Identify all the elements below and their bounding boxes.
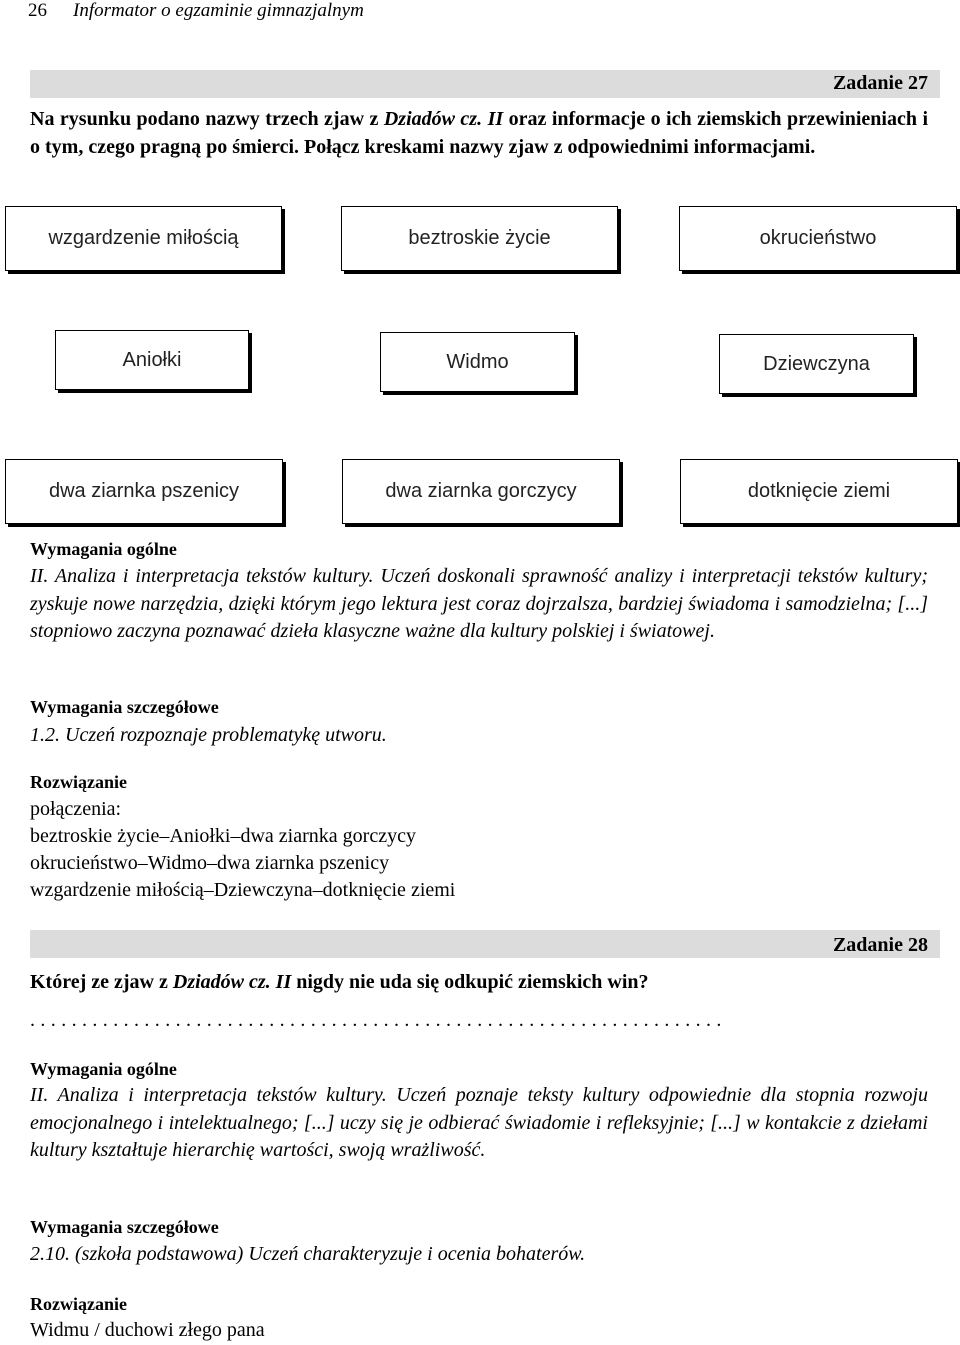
task-27-prompt: Na rysunku podano nazwy trzech zjaw z Dziadów cz. II oraz informacje o ich ziemskich przewinieniach i o tym, czego pragną po śmierci. Połącz kreskami nazwy zjaw z odpowiednimi informacjami. bbox=[30, 108, 928, 158]
task-27-detailed-text: 1.2. Uczeń rozpoznaje problematykę utworu. bbox=[30, 724, 387, 746]
task-28-general-text: II. Analiza i interpretacja tekstów kultury. Uczeń poznaje teksty kultury odpowiednie dla stopnia rozwoju emocjonalnego i intelektualnego; [...] uczy się je odbierać świadomie i refleksyjnie; [...] w kontakcie z dziełami kultury kształtuje hierarchię wartości, swoją wrażliwość. bbox=[30, 1084, 928, 1161]
fault-box-2[interactable]: beztroskie życie bbox=[341, 206, 618, 271]
task-27-solution-heading: Rozwiązanie bbox=[30, 772, 127, 792]
solution-line: okrucieństwo–Widmo–dwa ziarnka pszenicy bbox=[30, 852, 390, 874]
task-28-detailed-text: 2.10. (szkoła podstawowa) Uczeń charakteryzuje i ocenia bohaterów. bbox=[30, 1243, 586, 1265]
task-28-question: Której ze zjaw z Dziadów cz. II nigdy nie uda się odkupić ziemskich win? bbox=[30, 971, 649, 993]
page-number: 26 bbox=[28, 0, 47, 21]
task-28-solution-heading: Rozwiązanie bbox=[30, 1294, 127, 1314]
task-28-bar bbox=[30, 930, 940, 958]
solution-line: połączenia: bbox=[30, 798, 122, 820]
solution-line: beztroskie życie–Aniołki–dwa ziarnka gorczycy bbox=[30, 825, 416, 847]
answer-line[interactable]: ................................................................... bbox=[30, 1009, 727, 1031]
task-27-detailed-heading: Wymagania szczegółowe bbox=[30, 697, 219, 717]
task-27-bar bbox=[30, 70, 940, 98]
wish-box-3[interactable]: dotknięcie ziemi bbox=[680, 459, 958, 524]
page-header bbox=[28, 0, 364, 22]
task-27-general-text: II. Analiza i interpretacja tekstów kultury. Uczeń doskonali sprawność analizy i interpretacji tekstów kultury; zyskuje nowe narzędzia, dzięki którym jego lektura jest coraz dojrzalsza, bardziej świadoma i samodzielna; [...] stopniowo zaczyna poznawać dzieła klasyczne ważne dla kultury polskiej i światowej. bbox=[30, 565, 928, 642]
task-28-label: Zadanie 28 bbox=[832, 934, 928, 956]
task-27-general-heading: Wymagania ogólne bbox=[30, 539, 177, 559]
ghost-box-3[interactable]: Dziewczyna bbox=[719, 334, 914, 394]
wish-box-1[interactable]: dwa ziarnka pszenicy bbox=[5, 459, 283, 524]
wish-box-2[interactable]: dwa ziarnka gorczycy bbox=[342, 459, 620, 524]
task-27-label: Zadanie 27 bbox=[832, 72, 928, 94]
task-28-detailed-heading: Wymagania szczegółowe bbox=[30, 1217, 219, 1237]
fault-box-1[interactable]: wzgardzenie miłością bbox=[5, 206, 282, 271]
ghost-box-2[interactable]: Widmo bbox=[380, 332, 575, 392]
fault-box-3[interactable]: okrucieństwo bbox=[679, 206, 957, 271]
header-title: Informator o egzaminie gimnazjalnym bbox=[73, 0, 364, 21]
task-28-solution: Widmu / duchowi złego pana bbox=[30, 1319, 265, 1341]
ghost-box-1[interactable]: Aniołki bbox=[55, 330, 249, 390]
solution-line: wzgardzenie miłością–Dziewczyna–dotknięcie ziemi bbox=[30, 879, 456, 901]
task-28-general-heading: Wymagania ogólne bbox=[30, 1059, 177, 1079]
task-27-solution bbox=[30, 796, 455, 904]
